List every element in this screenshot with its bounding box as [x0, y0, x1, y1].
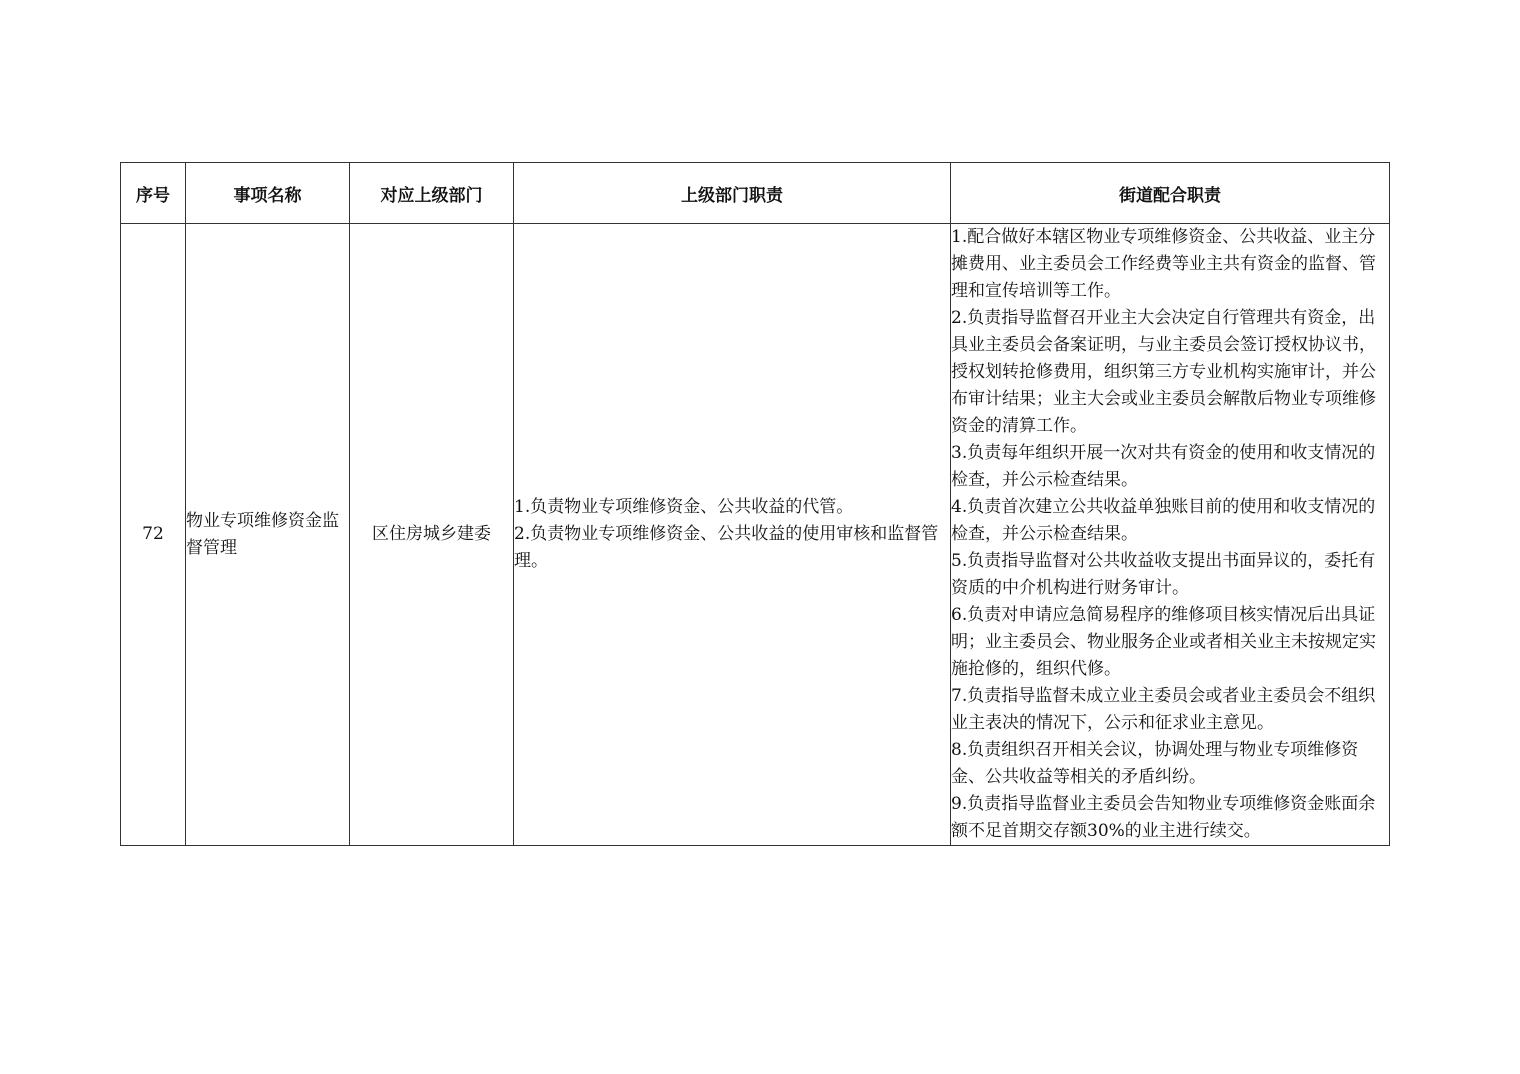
street-duty-item: 3.负责每年组织开展一次对共有资金的使用和收支情况的检查，并公示检查结果。: [951, 443, 1376, 490]
street-duty-item: 7.负责指导监督未成立业主委员会或者业主委员会不组织业主表决的情况下，公示和征求业主意见。: [951, 686, 1376, 733]
street-duty-item: 6.负责对申请应急简易程序的维修项目核实情况后出具证明；业主委员会、物业服务企业或者相关业主未按规定实施抢修的，组织代修。: [951, 605, 1376, 679]
upper-duty-item: 2.负责物业专项维修资金、公共收益的使用审核和监督管理。: [514, 524, 939, 571]
street-duty-item: 5.负责指导监督对公共收益收支提出书面异议的，委托有资质的中介机构进行财务审计。: [951, 551, 1376, 598]
street-duty-item: 8.负责组织召开相关会议，协调处理与物业专项维修资金、公共收益等相关的矛盾纠纷。: [951, 740, 1359, 787]
header-item-name: 事项名称: [186, 163, 350, 224]
header-street-duties: 街道配合职责: [951, 163, 1390, 224]
header-upper-duties: 上级部门职责: [514, 163, 951, 224]
cell-street-duties: [951, 224, 1390, 846]
cell-item-name: 物业专项维修资金监督管理: [186, 224, 350, 846]
cell-upper-duties: [514, 224, 951, 846]
upper-duty-item: 1.负责物业专项维修资金、公共收益的代管。: [514, 497, 854, 517]
duty-table: [120, 162, 1390, 846]
table-row: [121, 224, 1390, 846]
header-row: [121, 163, 1390, 224]
cell-dept: 区住房城乡建委: [350, 224, 514, 846]
header-seq: 序号: [121, 163, 186, 224]
street-duty-item: 4.负责首次建立公共收益单独账目前的使用和收支情况的检查，并公示检查结果。: [951, 497, 1376, 544]
street-duty-item: 2.负责指导监督召开业主大会决定自行管理共有资金，出具业主委员会备案证明，与业主委员会签订授权协议书，授权划转抢修费用，组织第三方专业机构实施审计，并公布审计结果；业主大会或业主委员会解散后物业专项维修资金的清算工作。: [951, 308, 1376, 436]
street-duty-item: 1.配合做好本辖区物业专项维修资金、公共收益、业主分摊费用、业主委员会工作经费等业主共有资金的监督、管理和宣传培训等工作。: [951, 227, 1376, 301]
cell-seq: 72: [121, 224, 186, 846]
street-duty-item: 9.负责指导监督业主委员会告知物业专项维修资金账面余额不足首期交存额30%的业主进行续交。: [951, 794, 1376, 841]
header-dept: 对应上级部门: [350, 163, 514, 224]
